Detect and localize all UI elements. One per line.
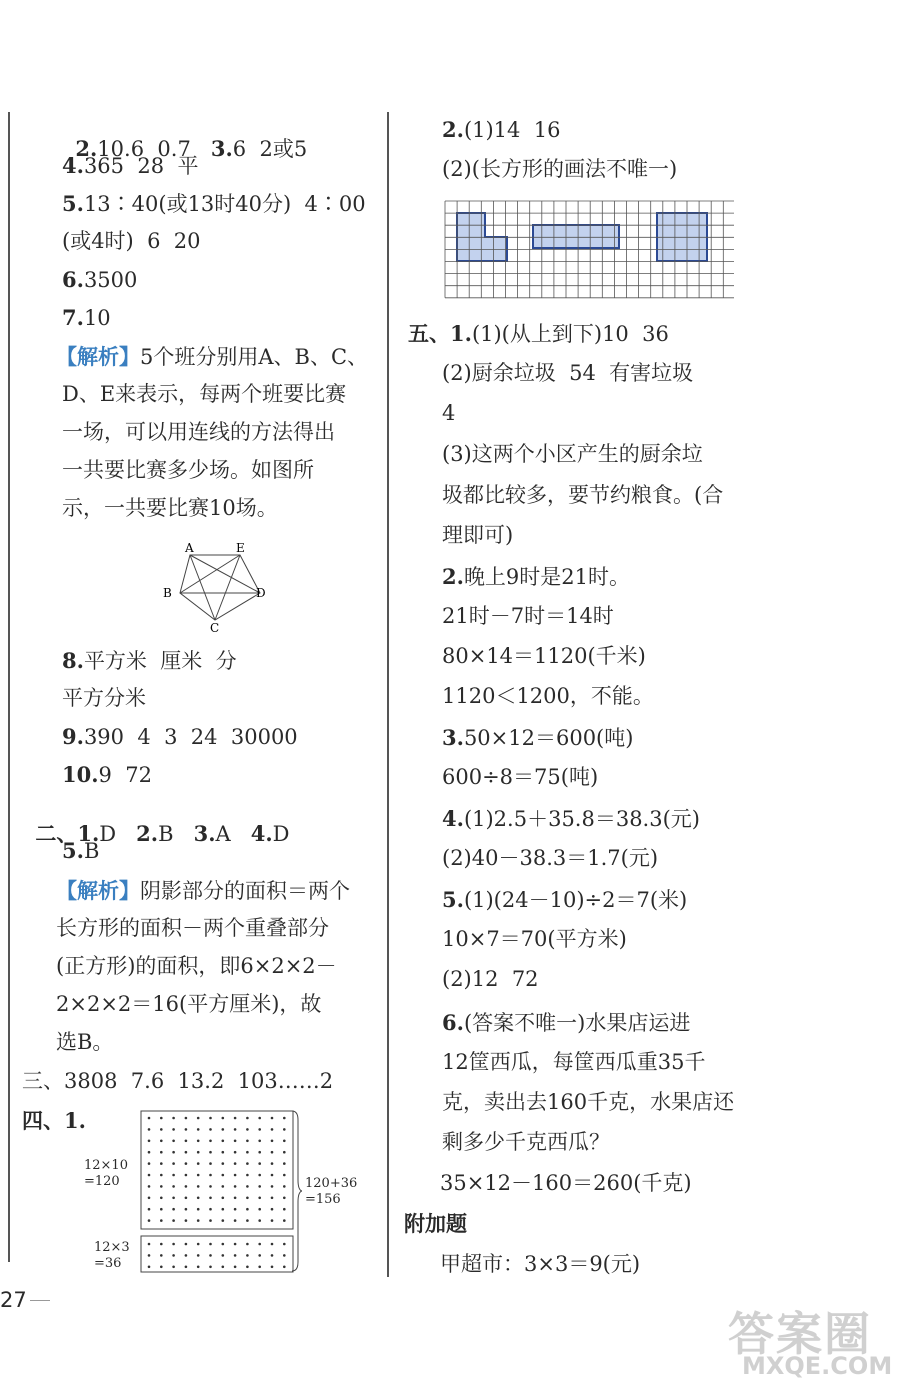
answer-line: 600÷8＝75(吨): [442, 765, 599, 789]
dot: [246, 1266, 249, 1269]
answer-line: 平方分米: [62, 686, 146, 710]
dot: [234, 1208, 237, 1211]
answer-line: 21时－7时＝14时: [442, 604, 614, 628]
answer-line: 6.(答案不唯一)水果店运进: [442, 1010, 691, 1035]
dot: [209, 1208, 212, 1211]
answer-line: 克，卖出去160千克，水果店还: [442, 1090, 735, 1114]
dot: [222, 1162, 225, 1165]
dot: [283, 1208, 286, 1211]
dot: [283, 1254, 286, 1257]
dot: [160, 1174, 163, 1177]
dot: [160, 1208, 163, 1211]
dot: [172, 1197, 175, 1200]
answer-line: 5.(1)(24－10)÷2＝7(米): [442, 887, 688, 912]
dot: [172, 1151, 175, 1154]
dot: [271, 1197, 274, 1200]
dot: [234, 1117, 237, 1120]
dot: [258, 1128, 261, 1131]
dot: [258, 1162, 261, 1165]
dot: [185, 1254, 188, 1257]
dot: [160, 1128, 163, 1131]
dot-label-top: 12×10 =120: [84, 1158, 128, 1190]
dot: [185, 1117, 188, 1120]
answer-line: 5.B: [62, 838, 100, 863]
dot: [271, 1208, 274, 1211]
answer-line: (2)40－38.3＝1.7(元): [442, 846, 659, 870]
answer-line: 80×14＝1120(千米): [442, 644, 646, 668]
dot: [258, 1266, 261, 1269]
dot: [234, 1185, 237, 1188]
analysis-text: 一场，可以用连线的方法得出: [62, 420, 335, 444]
dot: [246, 1128, 249, 1131]
dot: [160, 1266, 163, 1269]
answer-line: 8.平方米 厘米 分: [62, 648, 237, 673]
dot: [209, 1219, 212, 1222]
dot: [234, 1197, 237, 1200]
dot: [185, 1162, 188, 1165]
dot: [222, 1117, 225, 1120]
dot: [185, 1140, 188, 1143]
answer-line: (2)12 72: [442, 967, 539, 991]
dot: [209, 1243, 212, 1246]
page-number: 27: [0, 1288, 27, 1312]
answer-line: 35×12－160＝260(千克): [440, 1171, 692, 1195]
section-two: 二、1.D 2.B 3.A 4.D: [35, 821, 290, 846]
dot: [246, 1117, 249, 1120]
dot: [209, 1128, 212, 1131]
vertex-b: B: [163, 586, 172, 600]
dot: [283, 1151, 286, 1154]
dot: [234, 1162, 237, 1165]
watermark-url: MXQE.COM: [742, 1352, 893, 1380]
dot: [222, 1266, 225, 1269]
dot: [246, 1140, 249, 1143]
dot: [258, 1117, 261, 1120]
dot: [271, 1151, 274, 1154]
dot: [160, 1117, 163, 1120]
analysis-text: D、E来表示，每两个班要比赛: [62, 382, 347, 406]
dot: [148, 1208, 151, 1211]
dot: [283, 1128, 286, 1131]
answer-line: 2.(1)14 16: [442, 117, 561, 142]
dot: [160, 1219, 163, 1222]
dot: [185, 1266, 188, 1269]
dot: [271, 1128, 274, 1131]
left-margin-rule: [8, 112, 10, 1262]
dot: [258, 1197, 261, 1200]
dot: [185, 1174, 188, 1177]
extra-question-heading: 附加题: [404, 1211, 467, 1236]
dot: [258, 1140, 261, 1143]
dot: [172, 1162, 175, 1165]
dot: [197, 1254, 200, 1257]
section-five: 五、1.(1)(从上到下)10 36: [408, 321, 669, 346]
analysis-text: 2×2×2＝16(平方厘米)，故: [56, 992, 322, 1016]
dot: [209, 1254, 212, 1257]
dot: [197, 1185, 200, 1188]
dot: [185, 1151, 188, 1154]
dot: [209, 1197, 212, 1200]
answer-line: (2)(长方形的画法不唯一): [442, 157, 678, 181]
dot: [185, 1185, 188, 1188]
dot: [258, 1219, 261, 1222]
dot: [258, 1151, 261, 1154]
dot: [209, 1174, 212, 1177]
dot: [271, 1266, 274, 1269]
dot: [258, 1185, 261, 1188]
answer-line: 1120＜1200，不能。: [442, 684, 654, 708]
dot: [234, 1254, 237, 1257]
dot: [271, 1117, 274, 1120]
dot: [197, 1117, 200, 1120]
dot: [160, 1140, 163, 1143]
dot: [185, 1219, 188, 1222]
answer-line: 甲超市：3×3＝9(元): [440, 1252, 641, 1276]
column-divider: [387, 112, 389, 1277]
vertex-c: C: [210, 621, 220, 633]
dot: [160, 1197, 163, 1200]
dot: [246, 1185, 249, 1188]
dot: [222, 1151, 225, 1154]
dot: [172, 1185, 175, 1188]
dot: [197, 1243, 200, 1246]
dot: [222, 1185, 225, 1188]
dot: [234, 1151, 237, 1154]
dot: [148, 1151, 151, 1154]
dot: [172, 1243, 175, 1246]
dot: [222, 1254, 225, 1257]
dot: [197, 1208, 200, 1211]
answer-line: (3)这两个小区产生的厨余垃: [442, 442, 703, 466]
answer-line: 4.365 28 平: [62, 153, 199, 178]
dot: [209, 1162, 212, 1165]
dot: [160, 1162, 163, 1165]
dot: [197, 1162, 200, 1165]
answer-line: 12筐西瓜，每筐西瓜重35千: [442, 1050, 706, 1074]
answer-line: 2.晚上9时是21时。: [442, 564, 631, 589]
dot: [172, 1140, 175, 1143]
analysis-text: 【解析】5个班分别用A、B、C、: [56, 344, 369, 369]
answer-line: 10×7＝70(平方米): [442, 927, 627, 951]
dot: [197, 1197, 200, 1200]
dot: [258, 1208, 261, 1211]
dot: [209, 1151, 212, 1154]
dot: [258, 1243, 261, 1246]
dot: [185, 1128, 188, 1131]
dot: [197, 1151, 200, 1154]
rectangle-grid-diagram: [444, 200, 734, 302]
analysis-text: (正方形)的面积，即6×2×2－: [56, 954, 337, 978]
dot: [283, 1117, 286, 1120]
answer-line: 剩多少千克西瓜？: [442, 1130, 610, 1154]
dot: [172, 1117, 175, 1120]
answer-line: 7.10: [62, 305, 111, 330]
analysis-text: 一共要比赛多少场。如图所: [62, 458, 314, 482]
dot: [234, 1174, 237, 1177]
dot: [222, 1197, 225, 1200]
dot: [209, 1266, 212, 1269]
dot: [271, 1254, 274, 1257]
dot: [172, 1208, 175, 1211]
analysis-text: 【解析】阴影部分的面积＝两个: [56, 878, 350, 903]
dot: [222, 1174, 225, 1177]
dot: [271, 1174, 274, 1177]
dot: [283, 1219, 286, 1222]
dot: [283, 1162, 286, 1165]
dot: [197, 1174, 200, 1177]
dot: [185, 1208, 188, 1211]
dot: [271, 1243, 274, 1246]
dot: [197, 1219, 200, 1222]
dot: [246, 1254, 249, 1257]
dot: [258, 1174, 261, 1177]
dot: [209, 1140, 212, 1143]
dot: [283, 1185, 286, 1188]
dot: [246, 1219, 249, 1222]
dot: [172, 1128, 175, 1131]
answer-line: (2)厨余垃圾 54 有害垃圾: [442, 361, 694, 385]
dot: [172, 1266, 175, 1269]
analysis-text: 选B。: [56, 1030, 114, 1054]
answer-line: 3.50×12＝600(吨): [442, 725, 634, 750]
dot: [160, 1185, 163, 1188]
dot: [185, 1243, 188, 1246]
answer-line: 理即可): [442, 523, 514, 547]
dot: [222, 1243, 225, 1246]
dot: [148, 1117, 151, 1120]
dot: [271, 1185, 274, 1188]
answer-line: (或4时) 6 20: [62, 229, 201, 253]
answer-line: 2.10.6 0.7 3.6 2或5: [75, 136, 308, 161]
vertex-a: A: [185, 541, 194, 555]
dot: [246, 1151, 249, 1154]
dot: [222, 1208, 225, 1211]
dot: [283, 1197, 286, 1200]
dot: [172, 1174, 175, 1177]
dot: [148, 1162, 151, 1165]
dot: [234, 1243, 237, 1246]
dot: [148, 1197, 151, 1200]
dot: [234, 1266, 237, 1269]
dot: [283, 1140, 286, 1143]
answer-line: 4.(1)2.5＋35.8＝38.3(元): [442, 806, 700, 831]
vertex-d: D: [256, 586, 266, 600]
dot-label-bottom: 12×3 =36: [94, 1240, 130, 1272]
dot: [222, 1219, 225, 1222]
dot: [148, 1128, 151, 1131]
dot: [283, 1266, 286, 1269]
dot: [148, 1266, 151, 1269]
dot: [271, 1162, 274, 1165]
dot: [172, 1254, 175, 1257]
pentagon-diagram: [160, 538, 270, 633]
dot: [197, 1140, 200, 1143]
dot: [246, 1208, 249, 1211]
dot: [197, 1266, 200, 1269]
dot-array-diagram: [140, 1110, 300, 1275]
dot: [148, 1174, 151, 1177]
brace-icon: [290, 1110, 302, 1272]
dot: [283, 1243, 286, 1246]
dot: [185, 1197, 188, 1200]
dot: [172, 1219, 175, 1222]
dot: [197, 1128, 200, 1131]
dot: [148, 1185, 151, 1188]
answer-line: 4: [442, 401, 456, 425]
page-number-rule: [30, 1300, 50, 1301]
section-four: 四、1.: [22, 1108, 86, 1133]
answer-line: 6.3500: [62, 267, 138, 292]
answer-line: 9.390 4 3 24 30000: [62, 724, 298, 749]
dot-label-total: 120+36 =156: [305, 1176, 358, 1208]
analysis-text: 长方形的面积－两个重叠部分: [56, 916, 329, 940]
dot: [160, 1254, 163, 1257]
dot: [283, 1174, 286, 1177]
dot: [271, 1140, 274, 1143]
dot: [246, 1174, 249, 1177]
dot: [258, 1254, 261, 1257]
dot: [148, 1254, 151, 1257]
dot: [160, 1151, 163, 1154]
dot: [209, 1185, 212, 1188]
answer-line: 5.13∶40(或13时40分) 4∶00: [62, 191, 366, 216]
analysis-text: 示，一共要比赛10场。: [62, 496, 278, 520]
dot: [222, 1128, 225, 1131]
dot: [234, 1219, 237, 1222]
watermark-logo: 答案圈: [728, 1307, 872, 1361]
dot: [148, 1140, 151, 1143]
dot: [246, 1197, 249, 1200]
dot: [246, 1243, 249, 1246]
dot: [160, 1243, 163, 1246]
dot: [148, 1243, 151, 1246]
dot: [271, 1219, 274, 1222]
dot: [148, 1219, 151, 1222]
dot: [246, 1162, 249, 1165]
dot: [222, 1140, 225, 1143]
answer-line: 10.9 72: [62, 762, 152, 787]
dot: [234, 1128, 237, 1131]
vertex-e: E: [236, 541, 245, 555]
section-three: 三、3808 7.6 13.2 103……2: [22, 1069, 334, 1093]
answer-line: 圾都比较多，要节约粮食。(合: [442, 483, 724, 507]
dot: [209, 1117, 212, 1120]
dot: [234, 1140, 237, 1143]
